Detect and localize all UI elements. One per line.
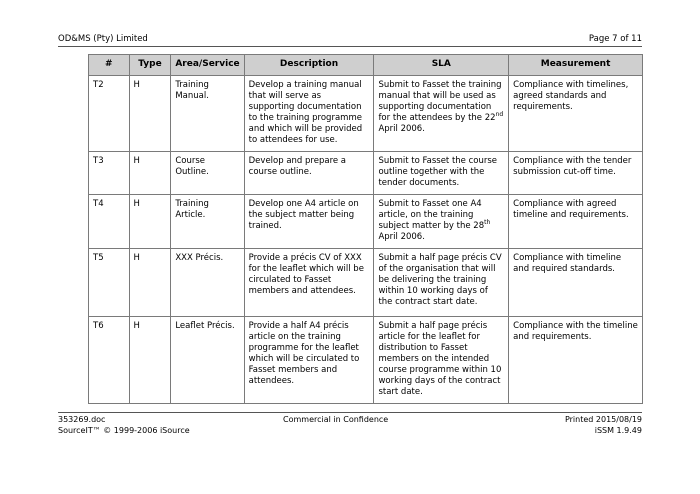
- cell-description: Provide a précis CV of XXX for the leaflet which will be circulated to Fasset members and attendees.: [244, 249, 374, 317]
- cell-sla: [374, 249, 509, 317]
- cell-measurement: Compliance with the timeline and requirements.: [509, 317, 643, 404]
- sla-text: Submit a half page précis CV of the organisation that will be delivering the training within 10 working days of the contract start date.: [378, 253, 502, 307]
- date-ordinal-suffix: nd: [495, 111, 504, 119]
- cell-area: Training Article.: [171, 195, 244, 249]
- cell-number: T5: [89, 249, 130, 317]
- header-divider: [58, 46, 642, 47]
- footer-left: [58, 415, 190, 436]
- cell-number: T2: [89, 76, 130, 152]
- cell-area: Leaflet Précis.: [171, 317, 244, 404]
- column-header-measurement: Measurement: [509, 55, 643, 76]
- table-row: [89, 76, 643, 152]
- cell-type: H: [129, 249, 171, 317]
- footer-right: [565, 415, 642, 436]
- table-row: [89, 152, 643, 195]
- cell-type: H: [129, 317, 171, 404]
- sla-text: Submit to Fasset one A4 article, on the training subject matter by the 28: [378, 199, 485, 231]
- page-number: Page 7 of 11: [588, 34, 642, 44]
- cell-measurement: Compliance with agreed timeline and requirements.: [509, 195, 643, 249]
- cell-description: Provide a half A4 précis article on the training programme for the leaflet which will be circulated to Fasset members and attendees.: [244, 317, 374, 404]
- cell-number: T6: [89, 317, 130, 404]
- cell-sla: [374, 76, 509, 152]
- sla-text-end: April 2006.: [378, 124, 425, 134]
- cell-area: Course Outline.: [171, 152, 244, 195]
- cell-area: Training Manual.: [171, 76, 244, 152]
- cell-type: H: [129, 195, 171, 249]
- sla-table: [88, 54, 643, 404]
- table-row: [89, 195, 643, 249]
- cell-sla: [374, 317, 509, 404]
- cell-description: Develop a training manual that will serve as supporting documentation to the training programme and which will be provided to attendees for use.: [244, 76, 374, 152]
- footer-copyright: SourceIT™ © 1999-2006 iSource: [58, 425, 190, 435]
- footer-printed-date: Printed 2015/08/19: [564, 415, 642, 424]
- date-ordinal-suffix: th: [484, 219, 491, 227]
- footer-version: iSSM 1.9.49: [594, 425, 642, 435]
- column-header-type: Type: [129, 55, 171, 76]
- cell-number: T4: [89, 195, 130, 249]
- cell-type: H: [129, 152, 171, 195]
- footer-divider: [58, 412, 642, 413]
- sla-text: Submit to Fasset the training manual that will be used as supporting documentation for the attendees by the 22: [378, 80, 502, 123]
- footer-doc-name: 353269.doc: [58, 415, 106, 424]
- column-header-description: Description: [244, 55, 374, 76]
- cell-measurement: Compliance with timelines, agreed standards and requirements.: [509, 76, 643, 152]
- cell-description: Develop one A4 article on the subject matter being trained.: [244, 195, 374, 249]
- header-company: OD&MS (Pty) Limited: [58, 34, 148, 44]
- cell-number: T3: [89, 152, 130, 195]
- cell-area: XXX Précis.: [171, 249, 244, 317]
- table-header-row: [89, 55, 643, 76]
- table-row: [89, 249, 643, 317]
- cell-measurement: Compliance with timeline and required standards.: [509, 249, 643, 317]
- sla-text: Submit a half page précis article for the leaflet for distribution to Fasset members on the intended course programme within 10 working days of the contract start date.: [378, 321, 502, 397]
- cell-sla: [374, 195, 509, 249]
- sla-text: Submit to Fasset the course outline together with the tender documents.: [378, 156, 498, 188]
- column-header-sla: SLA: [374, 55, 509, 76]
- sla-text-end: April 2006.: [378, 232, 425, 242]
- table-row: [89, 317, 643, 404]
- cell-sla: [374, 152, 509, 195]
- cell-measurement: Compliance with the tender submission cut-off time.: [509, 152, 643, 195]
- footer-confidential: Commercial in Confidence: [283, 415, 389, 424]
- cell-type: H: [129, 76, 171, 152]
- cell-description: Develop and prepare a course outline.: [244, 152, 374, 195]
- column-header-number: #: [89, 55, 130, 76]
- column-header-area: Area/Service: [171, 55, 244, 76]
